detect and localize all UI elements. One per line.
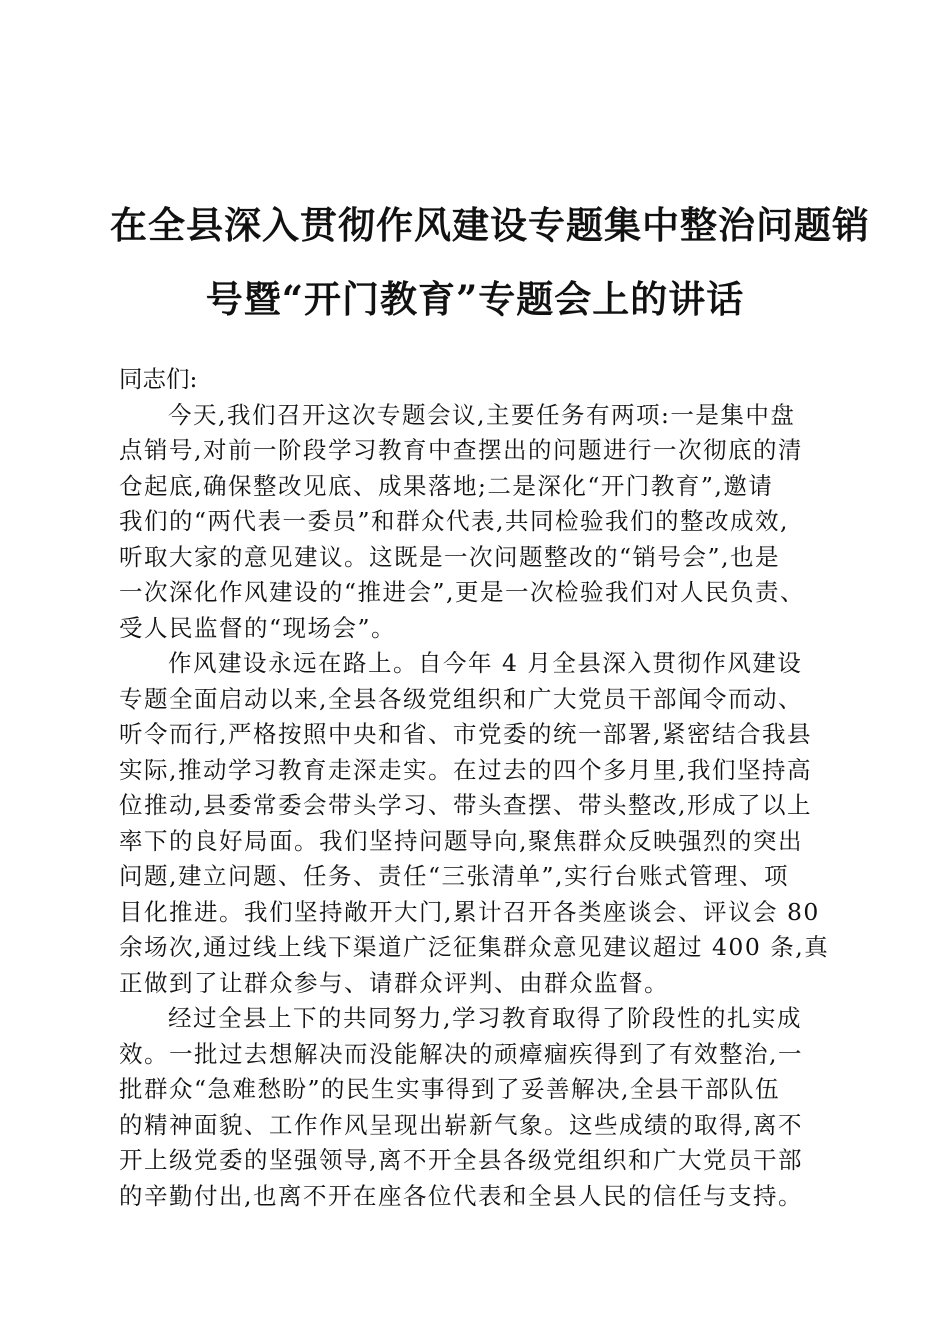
document-title (110, 188, 870, 336)
text-line: 一次深化作风建设的“推进会”,更是一次检验我们对人民负责、 (119, 578, 805, 606)
text-line: 仓起底,确保整改见底、成果落地;二是深化“开门教育”,邀请 (119, 471, 774, 500)
text-line: 正做到了让群众参与、请群众评判、由群众监督。 (119, 968, 669, 997)
title-line: 在全县深入贯彻作风建设专题集中整治问题销 (110, 203, 870, 247)
text-line: 批群众“急难愁盼”的民生实事得到了妥善解决,全县干部队伍 (119, 1075, 780, 1103)
text-line: 作风建设永远在路上。自今年 4 月全县深入贯彻作风建设 (168, 649, 803, 677)
text-line: 目化推进。我们坚持敞开大门,累计召开各类座谈会、评议会 80 (119, 897, 820, 926)
speech-body (119, 362, 835, 1214)
text-line: 今天,我们召开这次专题会议,主要任务有两项:一是集中盘 (168, 400, 796, 429)
text-line: 专题全面启动以来,全县各级党组织和广大党员干部闻令而动、 (119, 684, 803, 713)
text-line: 的精神面貌、工作作风呈现出崭新气象。这些成绩的取得,离不 (119, 1110, 803, 1139)
paragraph-1 (119, 398, 835, 647)
title-line: 号暨“开门教育”专题会上的讲话 (205, 277, 745, 321)
text-line: 听令而行,严格按照中央和省、市党委的统一部署,紧密结合我县 (119, 720, 812, 748)
text-line: 效。一批过去想解决而没能解决的顽瘴痼疾得到了有效整治,一 (119, 1039, 803, 1068)
text-line: 听取大家的意见建议。这既是一次问题整改的“销号会”,也是 (119, 542, 780, 571)
paragraph-2 (119, 646, 835, 1001)
text-line: 开上级党委的坚强领导,离不开全县各级党组织和广大党员干部 (119, 1146, 803, 1174)
text-line: 点销号,对前一阶段学习教育中查摆出的问题进行一次彻底的清 (119, 436, 803, 464)
text-line: 经过全县上下的共同努力,学习教育取得了阶段性的扎实成 (168, 1004, 802, 1032)
text-line: 实际,推动学习教育走深走实。在过去的四个多月里,我们坚持高 (119, 755, 812, 784)
text-line: 问题,建立问题、任务、责任“三张清单”,实行台账式管理、项 (119, 862, 789, 890)
text-line: 余场次,通过线上线下渠道广泛征集群众意见建议超过 400 条,真 (119, 933, 830, 961)
salutation: 同志们: (119, 365, 198, 393)
paragraph-3 (119, 1001, 835, 1214)
text-line: 受人民监督的“现场会”。 (119, 613, 397, 642)
text-line: 的辛勤付出,也离不开在座各位代表和全县人民的信任与支持。 (119, 1181, 803, 1210)
text-line: 位推动,县委常委会带头学习、带头查摆、带头整改,形成了以上 (119, 791, 812, 819)
text-line: 我们的“两代表一委员”和群众代表,共同检验我们的整改成效, (119, 507, 789, 535)
text-line: 率下的良好局面。我们坚持问题导向,聚焦群众反映强烈的突出 (119, 826, 803, 855)
